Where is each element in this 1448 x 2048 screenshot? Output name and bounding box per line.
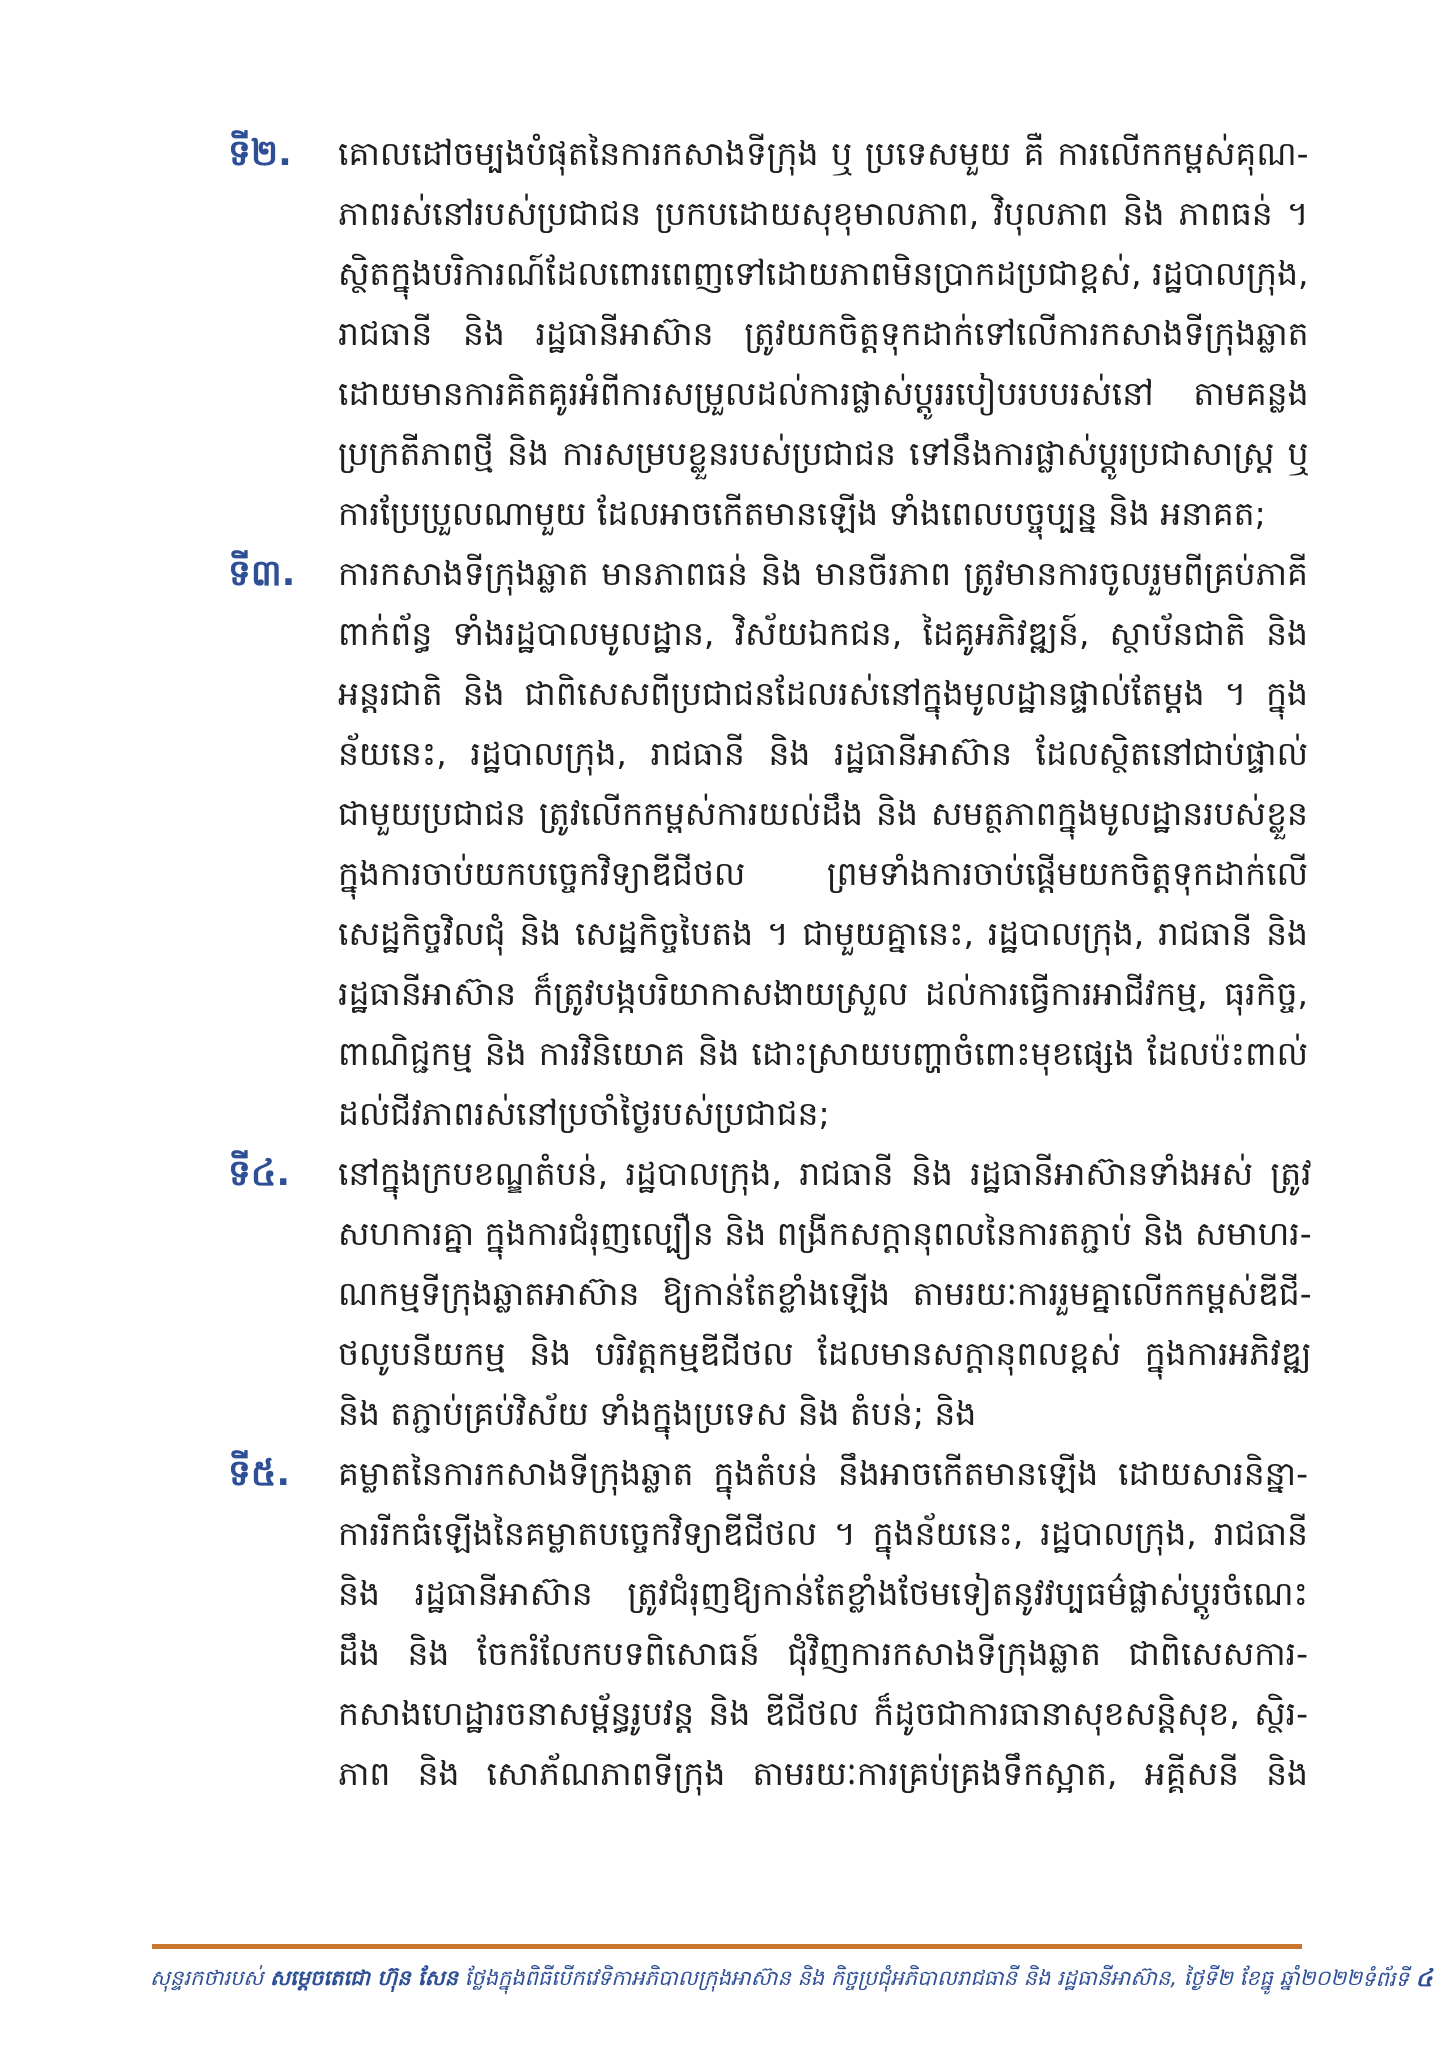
page-footer bbox=[150, 1960, 1433, 2000]
paragraph-text bbox=[338, 544, 1308, 1144]
paragraph-number: ទី៤. bbox=[228, 1153, 291, 1194]
paragraph-2 bbox=[228, 124, 1308, 544]
page-label: ទំព័រទី bbox=[1362, 1966, 1409, 1991]
footer-caption bbox=[150, 1965, 1362, 1996]
page-number: ៤ bbox=[1415, 1963, 1433, 1992]
text-line: រាជធានី និង រដ្ឋធានីអាស៊ាន ត្រូវយកចិត្តទុកដាក់ទៅលើការកសាងទីក្រុងឆ្លាត bbox=[338, 314, 1309, 353]
text-line: ថលូបនីយកម្ម និង បរិវត្តកម្មឌីជីថល ដែលមានសក្តានុពលខ្ពស់ ក្នុងការអភិវឌ្ឍ bbox=[338, 1334, 1312, 1373]
paragraph-number: ទី៣. bbox=[228, 553, 296, 594]
text-line: ដល់ជីវភាពរស់នៅប្រចាំថ្ងៃរបស់ប្រជាជន; bbox=[338, 1094, 830, 1133]
paragraph-5 bbox=[228, 1444, 1308, 1804]
page-number-label bbox=[1362, 1963, 1432, 1998]
paragraph-text bbox=[338, 1144, 1312, 1444]
text-line: រដ្ឋធានីអាស៊ាន ក៏ត្រូវបង្កបរិយាកាសងាយស្រួល ដល់ការធ្វើការអាជីវកម្ម, ធុរកិច្ច, bbox=[338, 974, 1308, 1013]
paragraph-number: ទី៥. bbox=[228, 1453, 291, 1494]
text-line: ការប្រែប្រួលណាមួយ ដែលអាចកើតមានឡើង ទាំងពេលបច្ចុប្បន្ន និង អនាគត; bbox=[338, 494, 1266, 533]
text-line: ស្ថិតក្នុងបរិការណ៍ដែលពោរពេញទៅដោយភាពមិនប្រាកដប្រជាខ្ពស់, រដ្ឋបាលក្រុង, bbox=[338, 254, 1309, 293]
footer-description: ថ្លែងក្នុងពិធីបើកវេទិកាអភិបាលក្រុងអាស៊ាន និង កិច្ចប្រជុំអភិបាលរាជធានី និង រដ្ឋធានីអាស៊ាន, ថ្ងៃទី២ ខែធ្នូ ឆ្នាំ២០២២ bbox=[464, 1965, 1363, 1990]
text-line: ភាព និង សោភ័ណភាពទីក្រុង តាមរយៈការគ្រប់គ្រងទឹកស្អាត, អគ្គីសនី និង bbox=[338, 1754, 1308, 1793]
text-line: ប្រក្រតីភាពថ្មី និង ការសម្របខ្លួនរបស់ប្រជាជន ទៅនឹងការផ្លាស់ប្តូរប្រជាសាស្ត្រ ឬ bbox=[338, 434, 1309, 473]
footer-prefix: សុន្ទរកថារបស់ bbox=[150, 1965, 264, 1990]
footer-author: សម្តេចតេជោ ហ៊ុន សែន bbox=[270, 1965, 458, 1990]
paragraph-4 bbox=[228, 1144, 1312, 1444]
footer-divider bbox=[152, 1944, 1302, 1949]
text-line: និង តភ្ជាប់គ្រប់វិស័យ ទាំងក្នុងប្រទេស និង តំបន់; និង bbox=[338, 1394, 977, 1433]
text-line: និង រដ្ឋធានីអាស៊ាន ត្រូវជំរុញឱ្យកាន់តែខ្លាំងថែមទៀតនូវវប្បធម៌ផ្លាស់ប្តូរចំណេះ bbox=[338, 1574, 1308, 1613]
text-line: ដឹង និង ចែករំលែកបទពិសោធន៍ ជុំវិញការកសាងទីក្រុងឆ្លាត ជាពិសេសការ- bbox=[338, 1634, 1308, 1673]
text-line: ភាពរស់នៅរបស់ប្រជាជន ប្រកបដោយសុខុមាលភាព, វិបុលភាព និង ភាពធន់ ។ bbox=[338, 194, 1309, 233]
article-body bbox=[228, 124, 1312, 1804]
paragraph-3 bbox=[228, 544, 1308, 1144]
text-line: ក្នុងការចាប់យកបច្ចេកវិទ្យាឌីជីថល ព្រមទាំងការចាប់ផ្តើមយកចិត្តទុកដាក់លើ bbox=[338, 854, 1308, 893]
text-line: គម្លាតនៃការកសាងទីក្រុងឆ្លាត ក្នុងតំបន់ នឹងអាចកើតមានឡើង ដោយសារនិន្នា- bbox=[338, 1454, 1308, 1493]
text-line: នៅក្នុងក្របខណ្ឌតំបន់, រដ្ឋបាលក្រុង, រាជធានី និង រដ្ឋធានីអាស៊ានទាំងអស់ ត្រូវ bbox=[338, 1154, 1312, 1193]
paragraph-number: ទី២. bbox=[228, 133, 292, 174]
text-line: ពាណិជ្ជកម្ម និង ការវិនិយោគ និង ដោះស្រាយបញ្ហាចំពោះមុខផ្សេង ដែលប៉ះពាល់ bbox=[338, 1034, 1308, 1073]
text-line: ន័យនេះ, រដ្ឋបាលក្រុង, រាជធានី និង រដ្ឋធានីអាស៊ាន ដែលស្ថិតនៅជាប់ផ្ទាល់ bbox=[338, 734, 1308, 773]
text-line: ពាក់ព័ន្ធ ទាំងរដ្ឋបាលមូលដ្ឋាន, វិស័យឯកជន, ដៃគូអភិវឌ្ឍន៍, ស្ថាប័នជាតិ និង bbox=[338, 614, 1308, 653]
text-line: សេដ្ឋកិច្ចវិលជុំ និង សេដ្ឋកិច្ចបៃតង ។ ជាមួយគ្នានេះ, រដ្ឋបាលក្រុង, រាជធានី និង bbox=[338, 914, 1308, 953]
paragraph-text bbox=[338, 1444, 1308, 1804]
text-line: ការកសាងទីក្រុងឆ្លាត មានភាពធន់ និង មានចីរភាព ត្រូវមានការចូលរួមពីគ្រប់ភាគី bbox=[338, 554, 1308, 593]
text-line: ជាមួយប្រជាជន ត្រូវលើកកម្ពស់ការយល់ដឹង និង សមត្ថភាពក្នុងមូលដ្ឋានរបស់ខ្លួន bbox=[338, 794, 1308, 833]
text-line: គោលដៅចម្បងបំផុតនៃការកសាងទីក្រុង ឬ ប្រទេសមួយ គឺ ការលើកកម្ពស់គុណ- bbox=[338, 134, 1309, 173]
paragraph-text bbox=[338, 124, 1309, 544]
text-line: អន្តរជាតិ និង ជាពិសេសពីប្រជាជនដែលរស់នៅក្នុងមូលដ្ឋានផ្ទាល់តែម្តង ។ ក្នុង bbox=[338, 674, 1308, 713]
text-line: សហការគ្នា ក្នុងការជំរុញល្បឿន និង ពង្រីកសក្តានុពលនៃការតភ្ជាប់ និង សមាហរ- bbox=[338, 1214, 1312, 1253]
text-line: ដោយមានការគិតគូរអំពីការសម្រួលដល់ការផ្លាស់ប្តូររបៀបរបបរស់នៅ តាមគន្លង bbox=[338, 374, 1309, 413]
text-line: កសាងហេដ្ឋារចនាសម្ព័ន្ធរូបវន្ត និង ឌីជីថល ក៏ដូចជាការធានាសុខសន្តិសុខ, ស្ថិរ- bbox=[338, 1694, 1308, 1733]
text-line: ការរីកធំឡើងនៃគម្លាតបច្ចេកវិទ្យាឌីជីថល ។ ក្នុងន័យនេះ, រដ្ឋបាលក្រុង, រាជធានី bbox=[338, 1514, 1308, 1553]
text-line: ណកម្មទីក្រុងឆ្លាតអាស៊ាន ឱ្យកាន់តែខ្លាំងឡើង តាមរយៈការរួមគ្នាលើកកម្ពស់ឌីជី- bbox=[338, 1274, 1312, 1313]
